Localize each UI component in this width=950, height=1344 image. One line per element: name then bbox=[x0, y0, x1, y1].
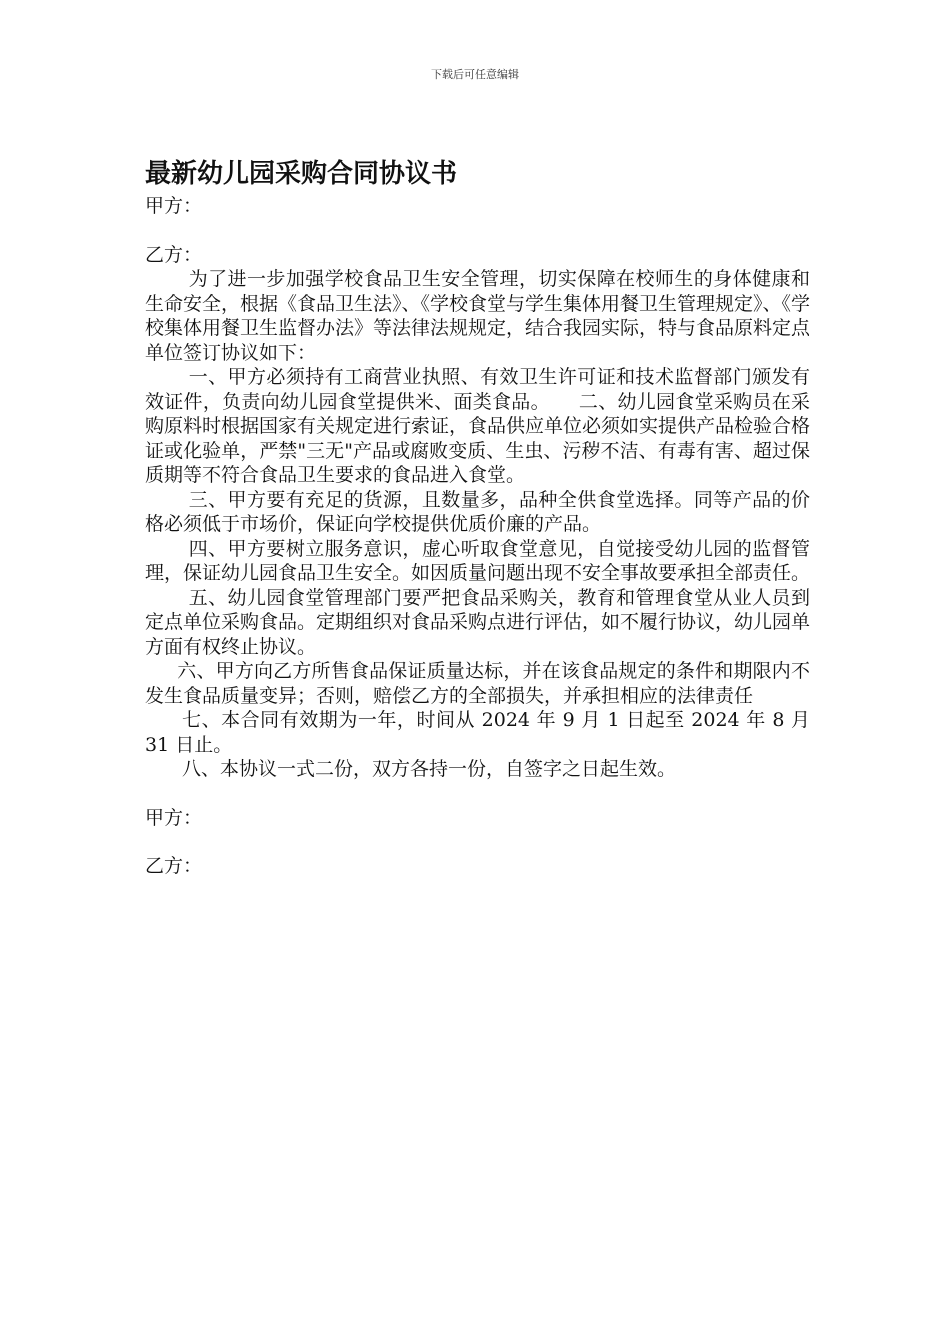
blank-gap bbox=[145, 219, 810, 243]
clause-7: 七、本合同有效期为一年，时间从 2024 年 9 月 1 日起至 2024 年 8 月 31 日止。 bbox=[145, 709, 817, 756]
party-a-label: 甲方： bbox=[145, 195, 203, 217]
clause-4: 四、甲方要树立服务意识，虚心听取食堂意见，自觉接受幼儿园的监督管理，保证幼儿园食品卫生安全。如因质量问题出现不安全事故要承担全部责任。 bbox=[145, 537, 811, 584]
header-note: 下载后可任意编辑 bbox=[431, 68, 519, 81]
party-b-label: 乙方： bbox=[145, 243, 203, 266]
blank-gap bbox=[145, 830, 810, 854]
clause-3: 三、甲方要有充足的货源，且数量多，品种全供食堂选择。同等产品的价格必须低于市场价，保证向学校提供优质价廉的产品。 bbox=[145, 488, 810, 535]
clause-6: 六、甲方向乙方所售食品保证质量达标，并在该食品规定的条件和期限内不发生食品质量变异；否则，赔偿乙方的全部损失，并承担相应的法律责任 bbox=[145, 660, 810, 707]
contract-document bbox=[145, 156, 817, 879]
signature-party-b: 乙方： bbox=[145, 855, 203, 877]
clause-1-2: 一、甲方必须持有工商营业执照、有效卫生许可证和技术监督部门颁发有效证件，负责向幼儿园食堂提供米、面类食品。 二、幼儿园食堂采购员在采购原料时根据国家有关规定进行索证，食品供应单位必须如实提供产品检验合格证或化验单，严禁"三无"产品或腐败变质、生虫、污秽不洁、有毒有害、超过保质期等不符合食品卫生要求的食品进入食堂。 bbox=[145, 366, 811, 486]
intro-paragraph: 为了进一步加强学校食品卫生安全管理，切实保障在校师生的身体健康和生命安全，根据《食品卫生法》、《学校食堂与学生集体用餐卫生管理规定》、《学校集体用餐卫生监督办法》等法律法规规定，结合我园实际，特与食品原料定点单位签订协议如下： bbox=[145, 268, 811, 364]
blank-gap bbox=[145, 782, 810, 806]
document-title: 最新幼儿园采购合同协议书 bbox=[145, 159, 458, 189]
clause-8: 八、本协议一式二份，双方各持一份，自签字之日起生效。 bbox=[182, 758, 677, 780]
signature-party-a: 甲方： bbox=[145, 806, 203, 829]
clause-5: 五、幼儿园食堂管理部门要严把食品采购关，教育和管理食堂从业人员到定点单位采购食品。定期组织对食品采购点进行评估，如不履行协议，幼儿园单方面有权终止协议。 bbox=[145, 586, 811, 658]
